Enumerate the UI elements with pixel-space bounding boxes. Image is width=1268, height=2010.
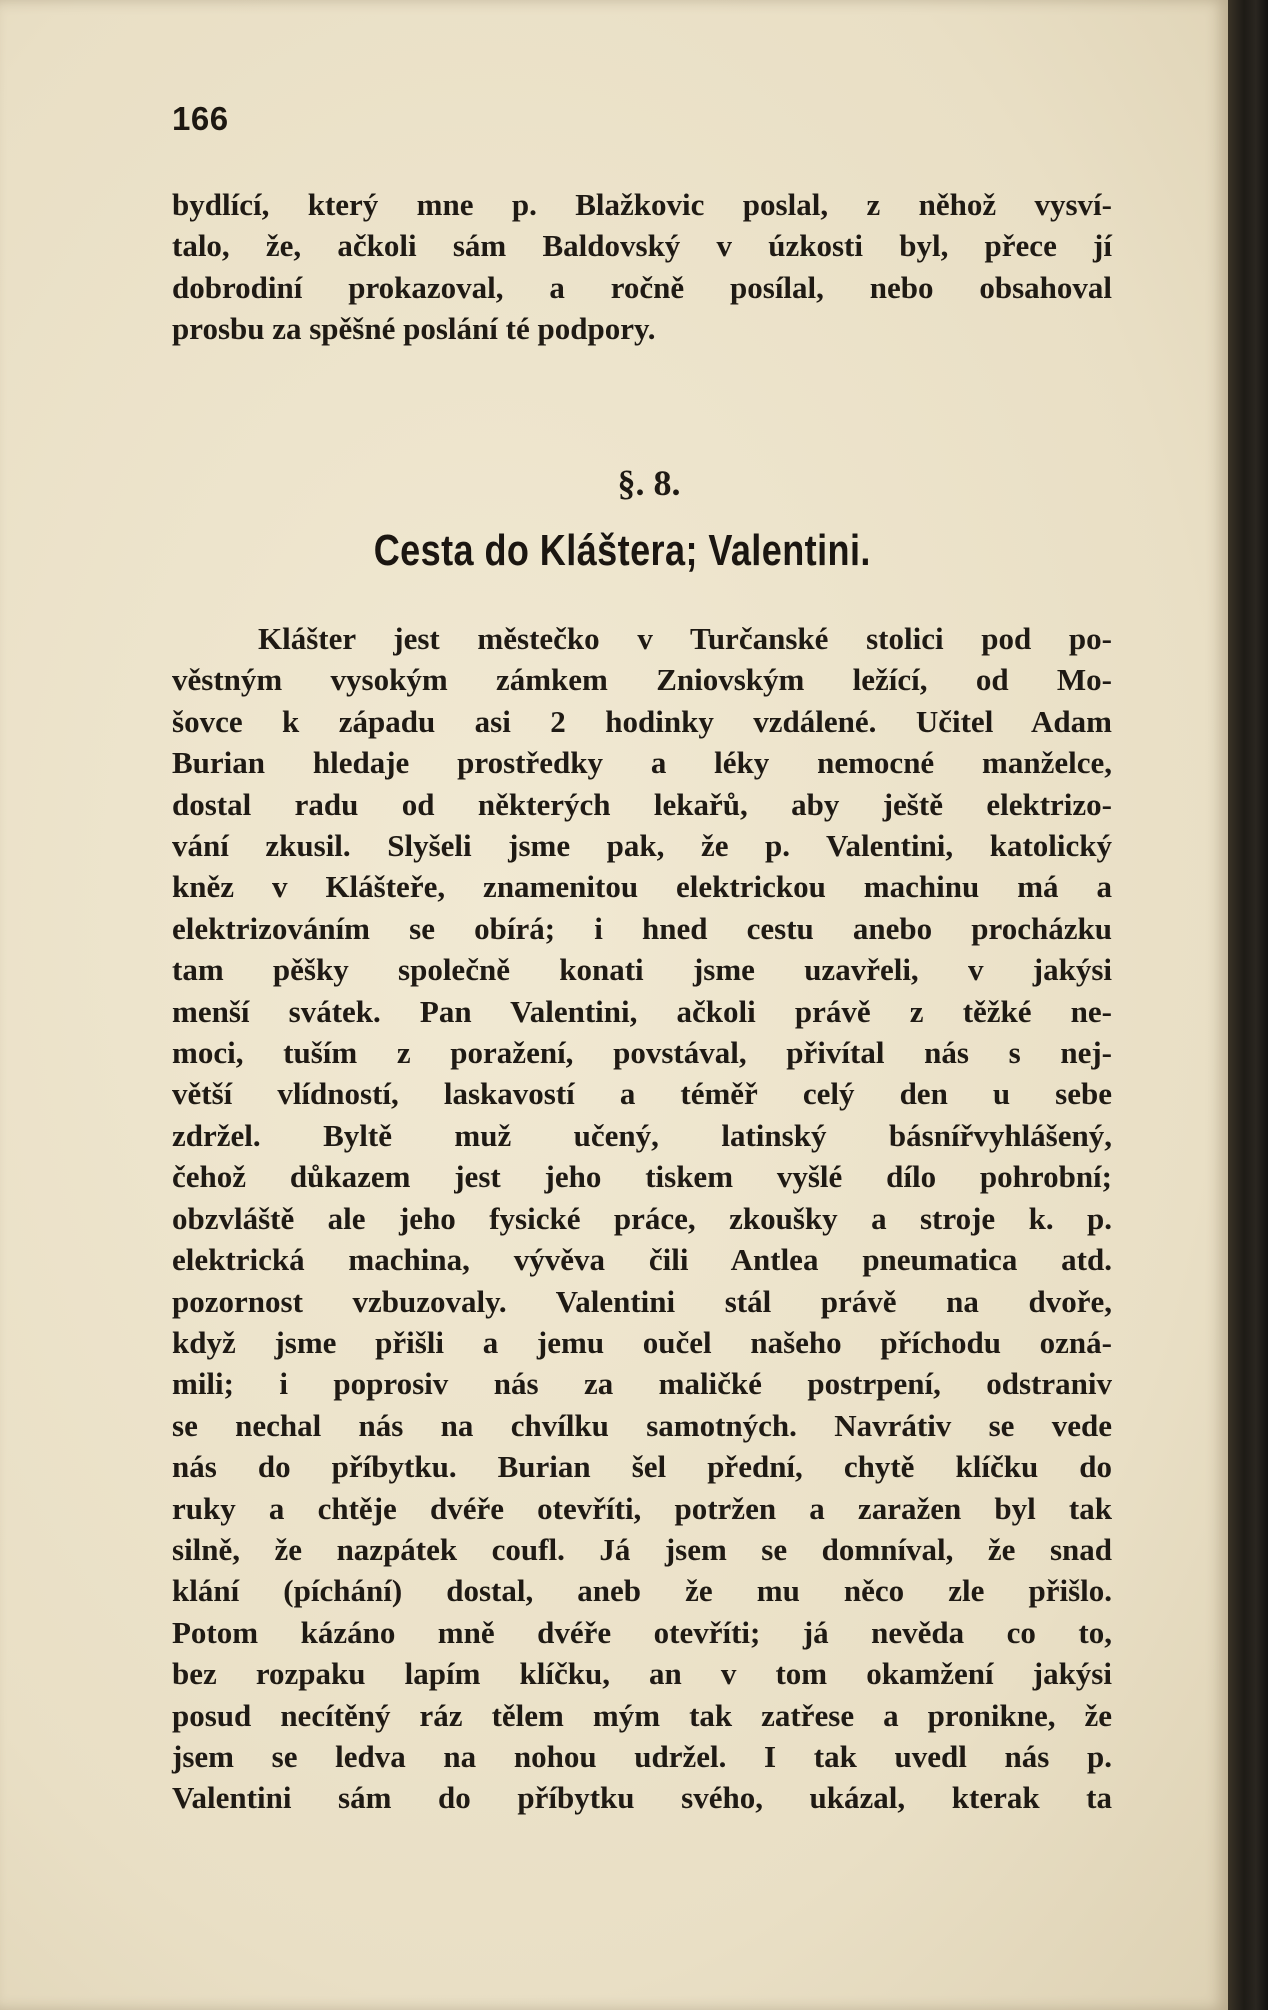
text-line: vání zkusil. Slyšeli jsme pak, že p. Valentini, katolický — [172, 828, 1112, 864]
section-number: §. 8. — [617, 463, 681, 503]
page-number: 166 — [172, 100, 229, 137]
text-line: dobrodiní prokazoval, a ročně posílal, nebo obsahoval — [172, 269, 1112, 305]
text-line: dostal radu od některých lekařů, aby ještě elektrizo- — [172, 786, 1112, 822]
text-line: elektrická machina, vývěva čili Antlea pneumatica atd. — [172, 1242, 1112, 1278]
text-line: pozornost vzbuzovaly. Valentini stál právě na dvoře, — [172, 1283, 1112, 1319]
text-line: silně, že nazpátek coufl. Já jsem se domníval, že snad — [172, 1531, 1112, 1567]
text-line: posud necítěný ráz tělem mým tak zatřese a pronikne, že — [172, 1697, 1112, 1733]
text-line: menší svátek. Pan Valentini, ačkoli právě z těžké ne- — [172, 993, 1112, 1029]
text-line: šovce k západu asi 2 hodinky vzdálené. Učitel Adam — [172, 703, 1112, 739]
text-line: moci, tuším z poražení, povstával, přivítal nás s nej- — [172, 1035, 1112, 1071]
text-line: se nechal nás na chvílku samotných. Navrátiv se vede — [172, 1407, 1112, 1443]
text-line: Burian hledaje prostředky a léky nemocné manželce, — [172, 745, 1112, 781]
text-line: tam pěšky společně konati jsme uzavřeli, v jakýsi — [172, 952, 1112, 988]
text-line: talo, že, ačkoli sám Baldovský v úzkosti byl, přece jí — [172, 228, 1112, 264]
section-title: Cesta do Kláštera; Valentini. — [373, 526, 871, 575]
text-line: nás do příbytku. Burian šel přední, chytě klíčku do — [172, 1449, 1112, 1485]
text-line: prosbu za spěšné poslání té podpory. — [172, 311, 656, 347]
text-line: Valentini sám do příbytku svého, ukázal, kterak ta — [172, 1780, 1112, 1816]
text-line: Potom kázáno mně dvéře otevříti; já nevěda co to, — [172, 1614, 1112, 1650]
text-line: klání (píchání) dostal, aneb že mu něco zle přišlo. — [172, 1573, 1112, 1609]
text-line: kněz v Klášteře, znamenitou elektrickou machinu má a — [172, 869, 1112, 905]
text-line: čehož důkazem jest jeho tiskem vyšlé dílo pohrobní; — [172, 1159, 1112, 1195]
paragraph-1 — [172, 184, 1112, 350]
paragraph-2 — [172, 618, 1112, 1819]
text-line: bydlící, který mne p. Blažkovic poslal, z něhož vysví- — [172, 187, 1112, 222]
book-spine-shadow — [1228, 0, 1268, 2010]
text-line: mili; i poprosiv nás za maličké postrpení, odstraniv — [172, 1366, 1112, 1402]
text-line: větší vlídností, laskavostí a téměř celý den u sebe — [172, 1076, 1112, 1112]
text-line: ruky a chtěje dvéře otevříti, potržen a zaražen byl tak — [172, 1490, 1112, 1526]
text-line: věstným vysokým zámkem Zniovským ležící, od Mo- — [172, 662, 1112, 698]
text-line: zdržel. Byltě muž učený, latinský básnířvyhlášený, — [172, 1117, 1112, 1153]
text-line: jsem se ledva na nohou udržel. I tak uvedl nás p. — [172, 1738, 1112, 1774]
text-line: obzvláště ale jeho fysické práce, zkoušky a stroje k. p. — [172, 1200, 1112, 1236]
text-line: Klášter jest městečko v Turčanské stolici pod po- — [258, 621, 1112, 656]
text-line: bez rozpaku lapím klíčku, an v tom okamžení jakýsi — [172, 1656, 1112, 1692]
text-line: když jsme přišli a jemu oučel našeho příchodu ozná- — [172, 1324, 1112, 1360]
text-line: elektrizováním se obírá; i hned cestu anebo procházku — [172, 910, 1112, 946]
